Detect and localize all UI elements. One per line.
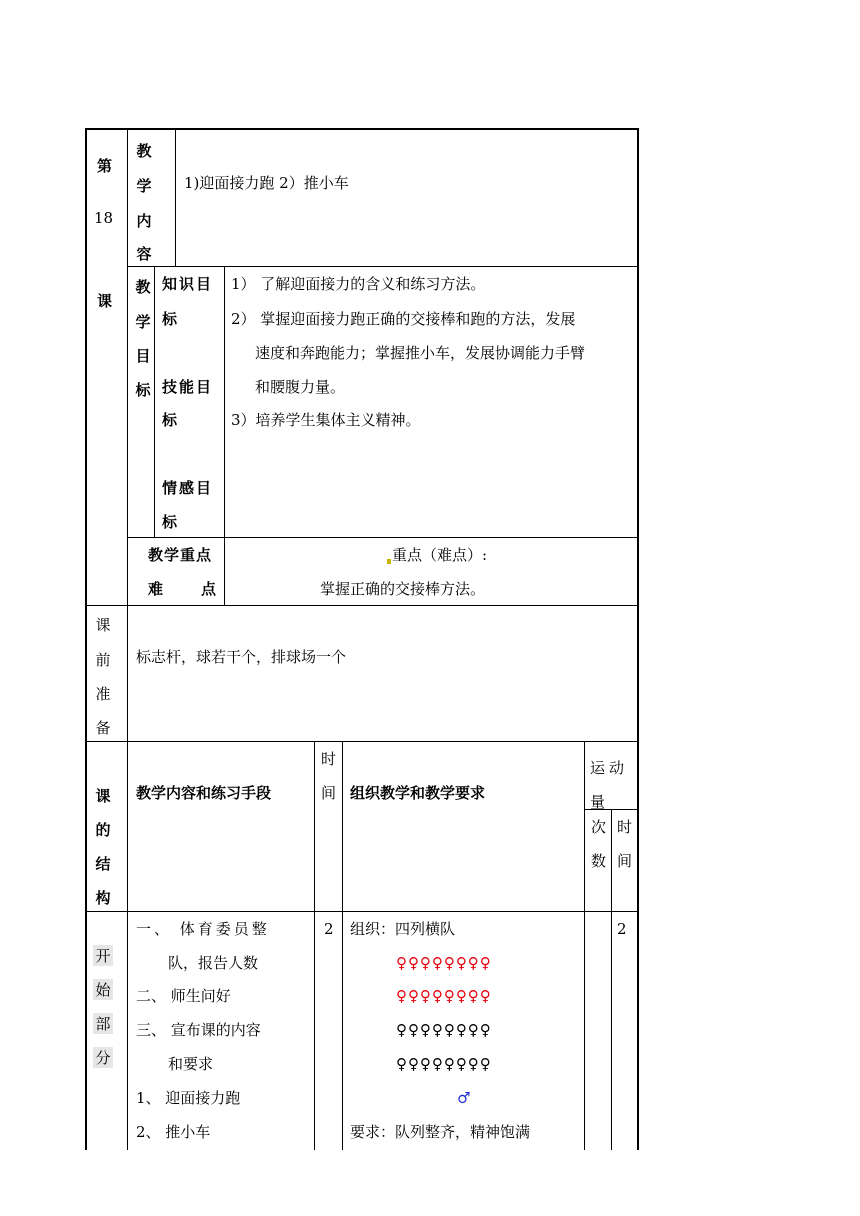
prep-label-char: 备 [95,719,111,737]
prep-text: 标志杆，球若干个，排球场一个 [136,648,347,666]
key-label: 教学重点 [148,546,213,564]
skill-goal-label: 标 [162,411,178,429]
structure-label-char: 结 [95,855,111,873]
start-org-title: 组织：四列横队 [350,920,456,938]
start-item: 二、 师生问好 [136,987,231,1005]
formation-row: ♀♀♀♀♀♀♀♀ [396,1021,492,1039]
goal-item-2: 2） 掌握迎面接力跑正确的交接棒和跑的方法，发展 [231,310,576,328]
goals-label-char: 标 [135,381,151,399]
start-item: 和要求 [168,1055,214,1073]
start-duration: 2 [617,920,627,938]
lesson-label-ke: 课 [97,292,113,310]
col-time-header: 时 [321,750,337,768]
formation-row: ♀♀♀♀♀♀♀♀ [396,987,492,1005]
emotion-goal-label: 标 [162,513,178,531]
start-item: 队，报告人数 [168,954,259,972]
start-item: 一、 体育委员整 [136,920,270,938]
knowledge-goal-label: 标 [162,310,178,328]
content-label-char: 学 [136,177,152,195]
structure-label-char: 的 [95,821,111,839]
col-content-header: 教学内容和练习手段 [136,784,272,802]
col-org-header: 组织教学和教学要求 [350,784,486,802]
teacher-symbol: ♂ [457,1089,471,1107]
col-count-header: 次 [591,818,607,836]
prep-label-char: 课 [95,616,111,634]
goal-item-2-cont: 速度和奔跑能力；掌握推小车，发展协调能力手臂 [255,344,586,362]
col-load-header: 运动量 [590,759,629,811]
start-requirement: 要求：队列整齐，精神饱满 [350,1123,531,1141]
key-text: 掌握正确的交接棒方法。 [320,580,486,598]
formation-row: ♀♀♀♀♀♀♀♀ [396,954,492,972]
col-duration-header: 时 [617,818,633,836]
content-label-char: 教 [136,142,152,160]
content-label-char: 内 [136,212,152,230]
col-duration-header: 间 [617,852,633,870]
content-text: 1)迎面接力跑 2）推小车 [184,174,349,192]
goal-item-1: 1） 了解迎面接力的含义和练习方法。 [231,275,486,293]
skill-goal-label: 技能目 [162,378,214,396]
start-item: 三、 宣布课的内容 [136,1021,261,1039]
start-label-char: 分 [93,1047,113,1068]
start-label-char: 部 [93,1013,113,1034]
goals-label-char: 学 [135,313,151,331]
emotion-goal-label: 情感目 [162,479,214,497]
knowledge-goal-label: 知识目 [162,275,214,293]
goals-label-char: 目 [135,347,151,365]
start-item: 2、 推小车 [136,1123,211,1141]
start-label-char: 开 [93,945,113,966]
lesson-number: 18 [94,209,114,227]
anchor-mark [387,559,391,564]
key-label-nan: 难 [148,580,164,598]
goal-item-2-cont: 和腰腹力量。 [255,378,346,396]
col-time-header: 间 [321,784,337,802]
goal-item-3: 3）培养学生集体主义精神。 [231,411,421,429]
structure-label-char: 课 [95,787,111,805]
lesson-label-di: 第 [97,157,113,175]
content-label-char: 容 [136,245,152,263]
key-label-dian: 点 [201,580,217,598]
start-time: 2 [324,920,334,938]
col-count-header: 数 [591,852,607,870]
key-title: 重点（难点）: [392,546,488,564]
structure-label-char: 构 [95,889,111,907]
start-item: 1、 迎面接力跑 [136,1089,241,1107]
start-label-char: 始 [93,979,113,1000]
prep-label-char: 前 [95,651,111,669]
goals-label-char: 教 [135,278,151,296]
formation-row: ♀♀♀♀♀♀♀♀ [396,1055,492,1073]
prep-label-char: 准 [95,685,111,703]
